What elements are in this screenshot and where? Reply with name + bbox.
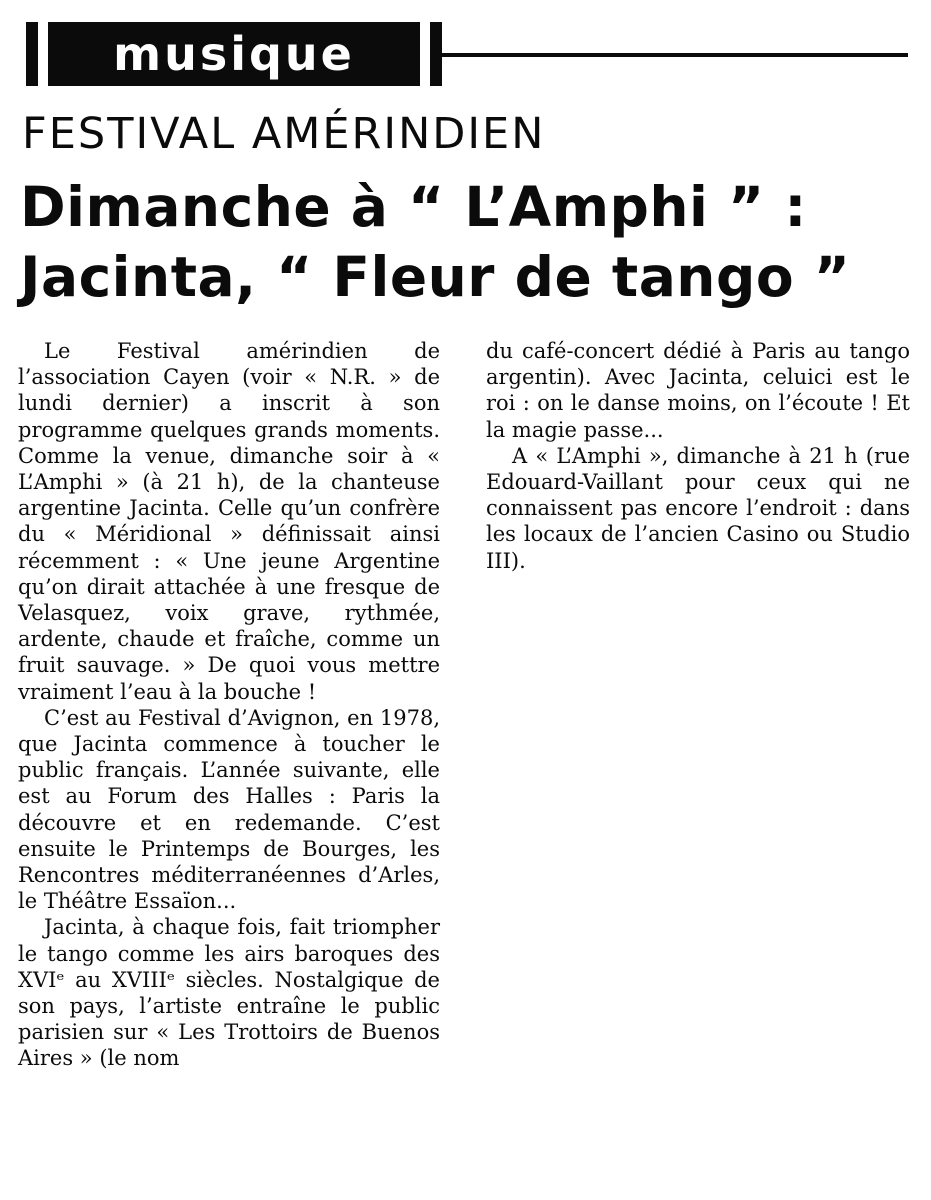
headline [20,172,920,312]
headline-line-1: Dimanche à “ L’Amphi ” : [20,175,807,239]
article-paragraph: A « L’Amphi », dimanche à 21 h (rue Edouard-Vaillant pour ceux qui ne connaissent pas encore l’endroit : dans les locaux de l’ancien Casino ou Studio III). [486,443,910,573]
headline-line-2: Jacinta, “ Fleur de tango ” [20,245,851,309]
section-banner [0,0,931,100]
banner-rule-line [442,53,908,57]
article-column-left [18,338,440,1072]
banner-left-bar [26,22,38,86]
article-paragraph: Jacinta, à chaque fois, fait triompher le tango comme les airs baroques des XVIᵉ au XVIIIᵉ siècles. Nostalgique de son pays, l’artiste entraîne le public parisien sur « Les Trottoirs de Buenos Aires » (le nom [18,915,440,1071]
banner-right-bar [430,22,442,86]
section-label: musique [48,22,420,86]
article-paragraph: Le Festival amérindien de l’association Cayen (voir « N.R. » de lundi dernier) a inscrit à son programme quelques grands moments. Comme la venue, dimanche soir à « L’Amphi » (à 21 h), de la chanteuse argentine Jacinta. Celle qu’un confrère du « Méridional » définissait ainsi récemment : « Une jeune Argentine qu’on dirait attachée à une fresque de Velasquez, voix grave, rythmée, ardente, chaude et fraîche, comme un fruit sauvage. » De quoi vous mettre vraiment l’eau à la bouche ! [18,339,440,704]
article-paragraph-continuation: du café-concert dédié à Paris au tango argentin). Avec Jacinta, celuici est le roi : on le danse moins, on l’écoute ! Et la magie passe... [486,339,910,442]
article-column-right [486,338,910,574]
kicker-heading: FESTIVAL AMÉRINDIEN [22,109,546,159]
article-paragraph: C’est au Festival d’Avignon, en 1978, que Jacinta commence à toucher le public français. L’année suivante, elle est au Forum des Halles : Paris la découvre et en redemande. C’est ensuite le Printemps de Bourges, les Rencontres méditerranéennes d’Arles, le Théâtre Essaïon... [18,705,440,914]
